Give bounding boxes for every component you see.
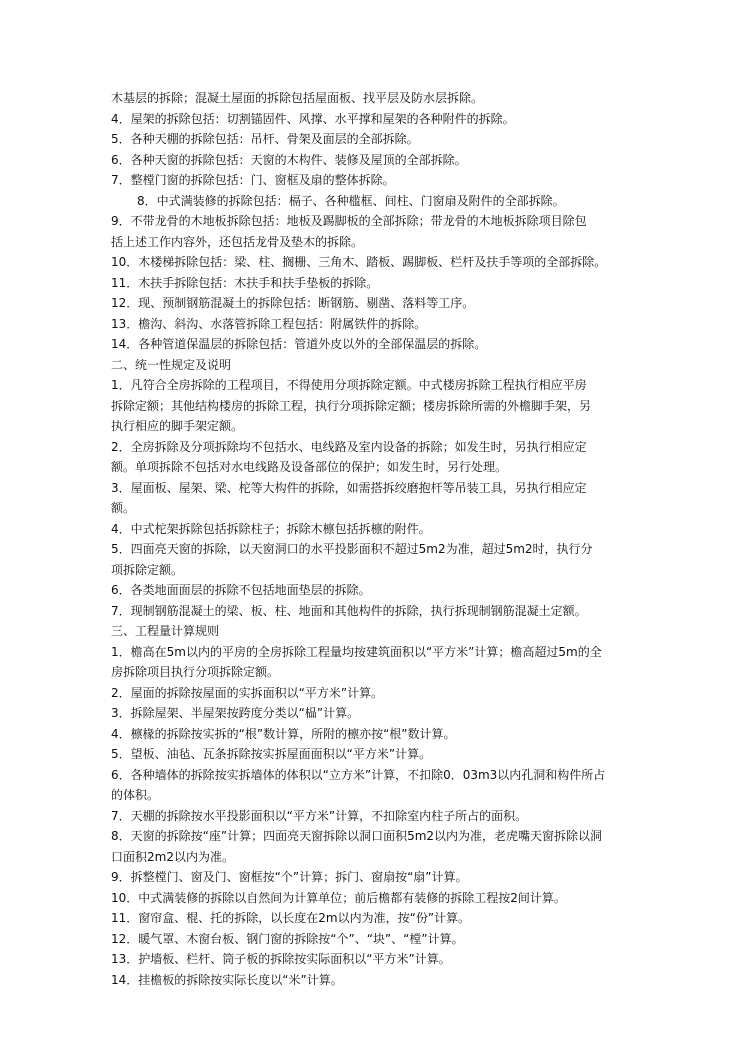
list-item-1: 1．檐高在5m以内的平房的全房拆除工程量均按建筑面积以“平方米”计算；檐高超过5m的全 [111, 644, 602, 659]
list-item-4: 4．屋架的拆除包括：切割锚固件、风撑、水平撑和屋架的各种附件的拆除。 [111, 111, 515, 126]
list-item-14: 14．各种管道保温层的拆除包括：管道外皮以外的全部保温层的拆除。 [111, 337, 487, 351]
list-item-12: 12．现、预制钢筋混凝土的拆除包括：断钢筋、剔凿、落料等工序。 [111, 296, 475, 310]
text-line: 木基层的拆除；混凝土屋面的拆除包括屋面板、找平层及防水层拆除。 [111, 91, 484, 105]
list-item-3: 3．屋面板、屋架、梁、柁等大构件的拆除，如需搭拆绞磨抱杆等吊装工具，另执行相应定 [111, 480, 587, 495]
list-item-4: 4．檩椽的拆除按实拆的“根”数计算，所附的檩亦按“根”数计算。 [111, 726, 456, 741]
list-item-6: 6．各种墙体的拆除按实拆墙体的体积以“立方米”计算，不扣除0．03m3以内孔洞和构件所占 [111, 767, 606, 782]
text-line: 执行相应的脚手架定额。 [111, 419, 244, 433]
list-item-4: 4．中式柁架拆除包括拆除柱子；拆除木檩包括拆檩的附件。 [111, 521, 431, 536]
document-body [111, 88, 646, 990]
list-item-10: 10．木楼梯拆除包括：梁、柱、搁栅、三角木、踏板、踢脚板、栏杆及扶手等项的全部拆除。 [111, 255, 607, 269]
list-item-7: 7．天棚的拆除按水平投影面积以“平方米”计算，不扣除室内柱子所占的面积。 [111, 808, 528, 823]
list-item-1: 1．凡符合全房拆除的工程项目，不得使用分项拆除定额。中式楼房拆除工程执行相应平房 [111, 378, 587, 392]
list-item-14: 14．挂檐板的拆除按实际长度以“米”计算。 [111, 972, 343, 987]
section-heading-3: 三、工程量计算规则 [111, 624, 220, 638]
list-item-7: 7．整樘门窗的拆除包括：门、窗框及扇的整体拆除。 [111, 173, 395, 187]
list-item-10: 10．中式满装修的拆除以自然间为计算单位；前后檐都有装修的拆除工程按2间计算。 [111, 890, 566, 905]
list-item-6: 6．各类地面面层的拆除不包括地面垫层的拆除。 [111, 583, 371, 597]
list-item-11: 11．木扶手拆除包括：木扶手和扶手垫板的拆除。 [111, 275, 379, 290]
list-item-12: 12．暖气罩、木窗台板、钢门窗的拆除按“个”、“块”、“樘”计算。 [111, 931, 464, 946]
section-heading-2: 二、统一性规定及说明 [111, 357, 232, 372]
text-line: 项拆除定额。 [111, 562, 184, 577]
text-line: 括上述工作内容外，还包括龙骨及垫木的拆除。 [111, 234, 364, 249]
list-item-8: 8．天窗的拆除按“座”计算；四面亮天窗拆除以洞口面积5m2以内为准，老虎嘴天窗拆除以洞 [111, 829, 603, 843]
list-item-9: 9．拆整樘门、窗及门、窗框按“个”计算；拆门、窗扇按“扇”计算。 [111, 870, 468, 884]
list-item-5: 5．各种天棚的拆除包括：吊杆、骨架及面层的全部拆除。 [111, 132, 419, 146]
list-item-5: 5．四面亮天窗的拆除，以天窗洞口的水平投影面积不超过5m2为准，超过5m2时，执行分 [111, 542, 593, 556]
text-line: 额。 [111, 501, 136, 515]
list-item-8: 8．中式满装修的拆除包括：槅子、各种槛框、间柱、门窗扇及附件的全部拆除。 [137, 193, 565, 208]
list-item-3: 3．拆除屋架、半屋架按跨度分类以“榀”计算。 [111, 706, 360, 720]
text-line: 额。单项拆除不包括对水电线路及设备部位的保护；如发生时，另行处理。 [111, 460, 508, 474]
list-item-2: 2．屋面的拆除按屋面的实拆面积以“平方米”计算。 [111, 685, 384, 700]
list-item-13: 13．护墙板、栏杆、筒子板的拆除按实际面积以“平方米”计算。 [111, 952, 451, 966]
list-item-5: 5．望板、油毡、瓦条拆除按实拆屋面面积以“平方米”计算。 [111, 747, 432, 761]
text-line: 拆除定额；其他结构楼房的拆除工程，执行分项拆除定额；楼房拆除所需的外檐脚手架，另 [111, 398, 592, 413]
list-item-9: 9．不带龙骨的木地板拆除包括：地板及踢脚板的全部拆除；带龙骨的木地板拆除项目除包 [111, 214, 587, 228]
text-line: 房拆除项目执行分项拆除定额。 [111, 665, 280, 679]
text-line: 口面积2m2以内为准。 [111, 849, 234, 864]
list-item-2: 2．全房拆除及分项拆除均不包括水、电线路及室内设备的拆除；如发生时，另执行相应定 [111, 439, 587, 454]
list-item-13: 13．檐沟、斜沟、水落管拆除工程包括：附属铁件的拆除。 [111, 316, 427, 331]
list-item-6: 6．各种天窗的拆除包括：天窗的木构件、装修及屋顶的全部拆除。 [111, 152, 467, 167]
list-item-11: 11．窗帘盒、棍、托的拆除，以长度在2m以内为准，按“份”计算。 [111, 911, 471, 925]
list-item-7: 7．现制钢筋混凝土的梁、板、柱、地面和其他构件的拆除，执行拆现制钢筋混凝土定额。 [111, 603, 587, 618]
text-line: 的体积。 [111, 788, 160, 802]
